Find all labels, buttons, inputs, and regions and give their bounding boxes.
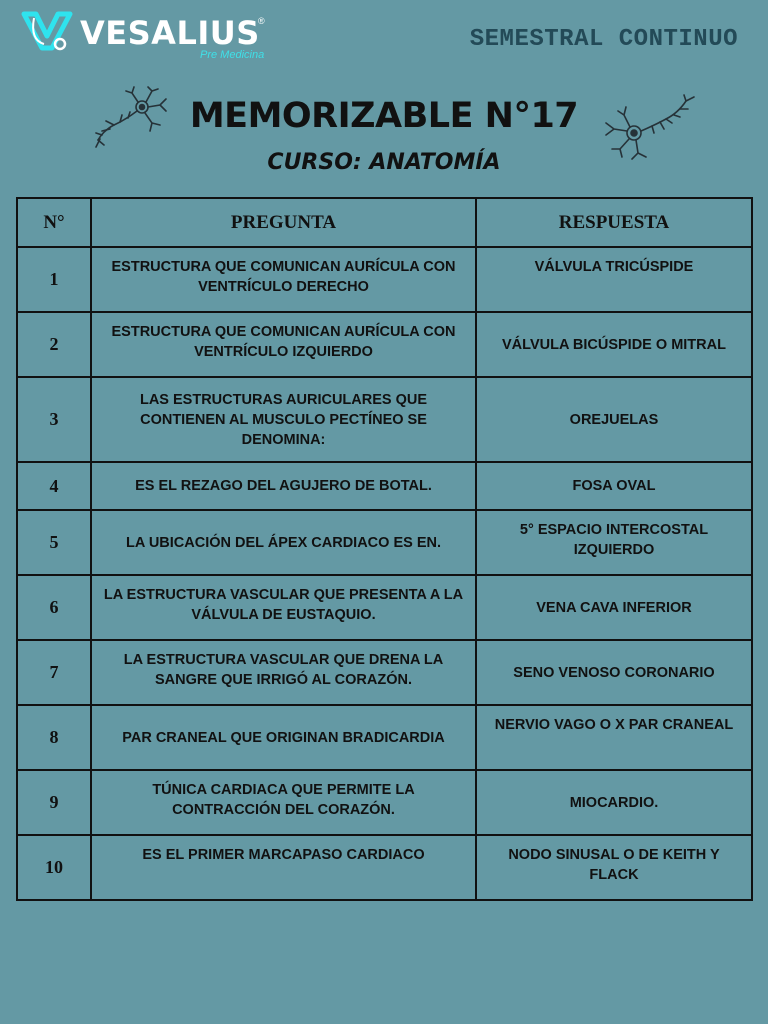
table-row <box>17 462 752 510</box>
vesalius-logo-icon <box>20 10 74 54</box>
table-row <box>17 247 752 312</box>
question-cell: ES EL PRIMER MARCAPASO CARDIACO <box>91 835 476 900</box>
row-number: 6 <box>17 575 91 640</box>
row-number: 8 <box>17 705 91 770</box>
answer-cell: VÁLVULA TRICÚSPIDE <box>476 247 752 312</box>
answer-cell: MIOCARDIO. <box>476 770 752 835</box>
table-row <box>17 312 752 377</box>
header-question: PREGUNTA <box>91 198 476 247</box>
question-cell: PAR CRANEAL QUE ORIGINAN BRADICARDIA <box>91 705 476 770</box>
brand-name: VESALIUS <box>80 14 260 52</box>
row-number: 9 <box>17 770 91 835</box>
course-subtitle: CURSO: ANATOMÍA <box>267 150 501 175</box>
table-row <box>17 770 752 835</box>
table-row <box>17 705 752 770</box>
row-number: 1 <box>17 247 91 312</box>
row-number: 3 <box>17 377 91 462</box>
table-row <box>17 575 752 640</box>
table-row <box>17 377 752 462</box>
question-cell: ES EL REZAGO DEL AGUJERO DE BOTAL. <box>91 462 476 510</box>
answer-cell: VENA CAVA INFERIOR <box>476 575 752 640</box>
row-number: 5 <box>17 510 91 575</box>
answer-cell: OREJUELAS <box>476 377 752 462</box>
answer-cell: SENO VENOSO CORONARIO <box>476 640 752 705</box>
header-answer: RESPUESTA <box>476 198 752 247</box>
answer-cell: FOSA OVAL <box>476 462 752 510</box>
question-cell: ESTRUCTURA QUE COMUNICAN AURÍCULA CON VENTRÍCULO DERECHO <box>91 247 476 312</box>
answer-cell: 5° ESPACIO INTERCOSTAL IZQUIERDO <box>476 510 752 575</box>
question-cell: ESTRUCTURA QUE COMUNICAN AURÍCULA CON VENTRÍCULO IZQUIERDO <box>91 312 476 377</box>
question-cell: TÚNICA CARDIACA QUE PERMITE LA CONTRACCIÓN DEL CORAZÓN. <box>91 770 476 835</box>
answer-cell: NODO SINUSAL O DE KEITH Y FLACK <box>476 835 752 900</box>
answer-cell: VÁLVULA BICÚSPIDE O MITRAL <box>476 312 752 377</box>
row-number: 7 <box>17 640 91 705</box>
question-cell: LA UBICACIÓN DEL ÁPEX CARDIACO ES EN. <box>91 510 476 575</box>
program-label: SEMESTRAL CONTINUO <box>469 26 738 53</box>
table-row <box>17 510 752 575</box>
answer-cell: NERVIO VAGO O X PAR CRANEAL <box>476 705 752 770</box>
question-cell: LA ESTRUCTURA VASCULAR QUE DRENA LA SANGRE QUE IRRIGÓ AL CORAZÓN. <box>91 640 476 705</box>
brand-registered-mark: ® <box>258 16 265 26</box>
header-number: N° <box>17 198 91 247</box>
question-cell: LA ESTRUCTURA VASCULAR QUE PRESENTA A LA VÁLVULA DE EUSTAQUIO. <box>91 575 476 640</box>
row-number: 10 <box>17 835 91 900</box>
table-row <box>17 835 752 900</box>
row-number: 2 <box>17 312 91 377</box>
page-title: MEMORIZABLE N°17 <box>189 96 579 136</box>
table-header-row <box>17 198 752 247</box>
brand-tagline: Pre Medicina <box>200 49 265 61</box>
brand-logo <box>20 10 270 65</box>
row-number: 4 <box>17 462 91 510</box>
quiz-table <box>16 197 753 901</box>
table-row <box>17 640 752 705</box>
question-cell: LAS ESTRUCTURAS AURICULARES QUE CONTIENEN AL MUSCULO PECTÍNEO SE DENOMINA: <box>91 377 476 462</box>
